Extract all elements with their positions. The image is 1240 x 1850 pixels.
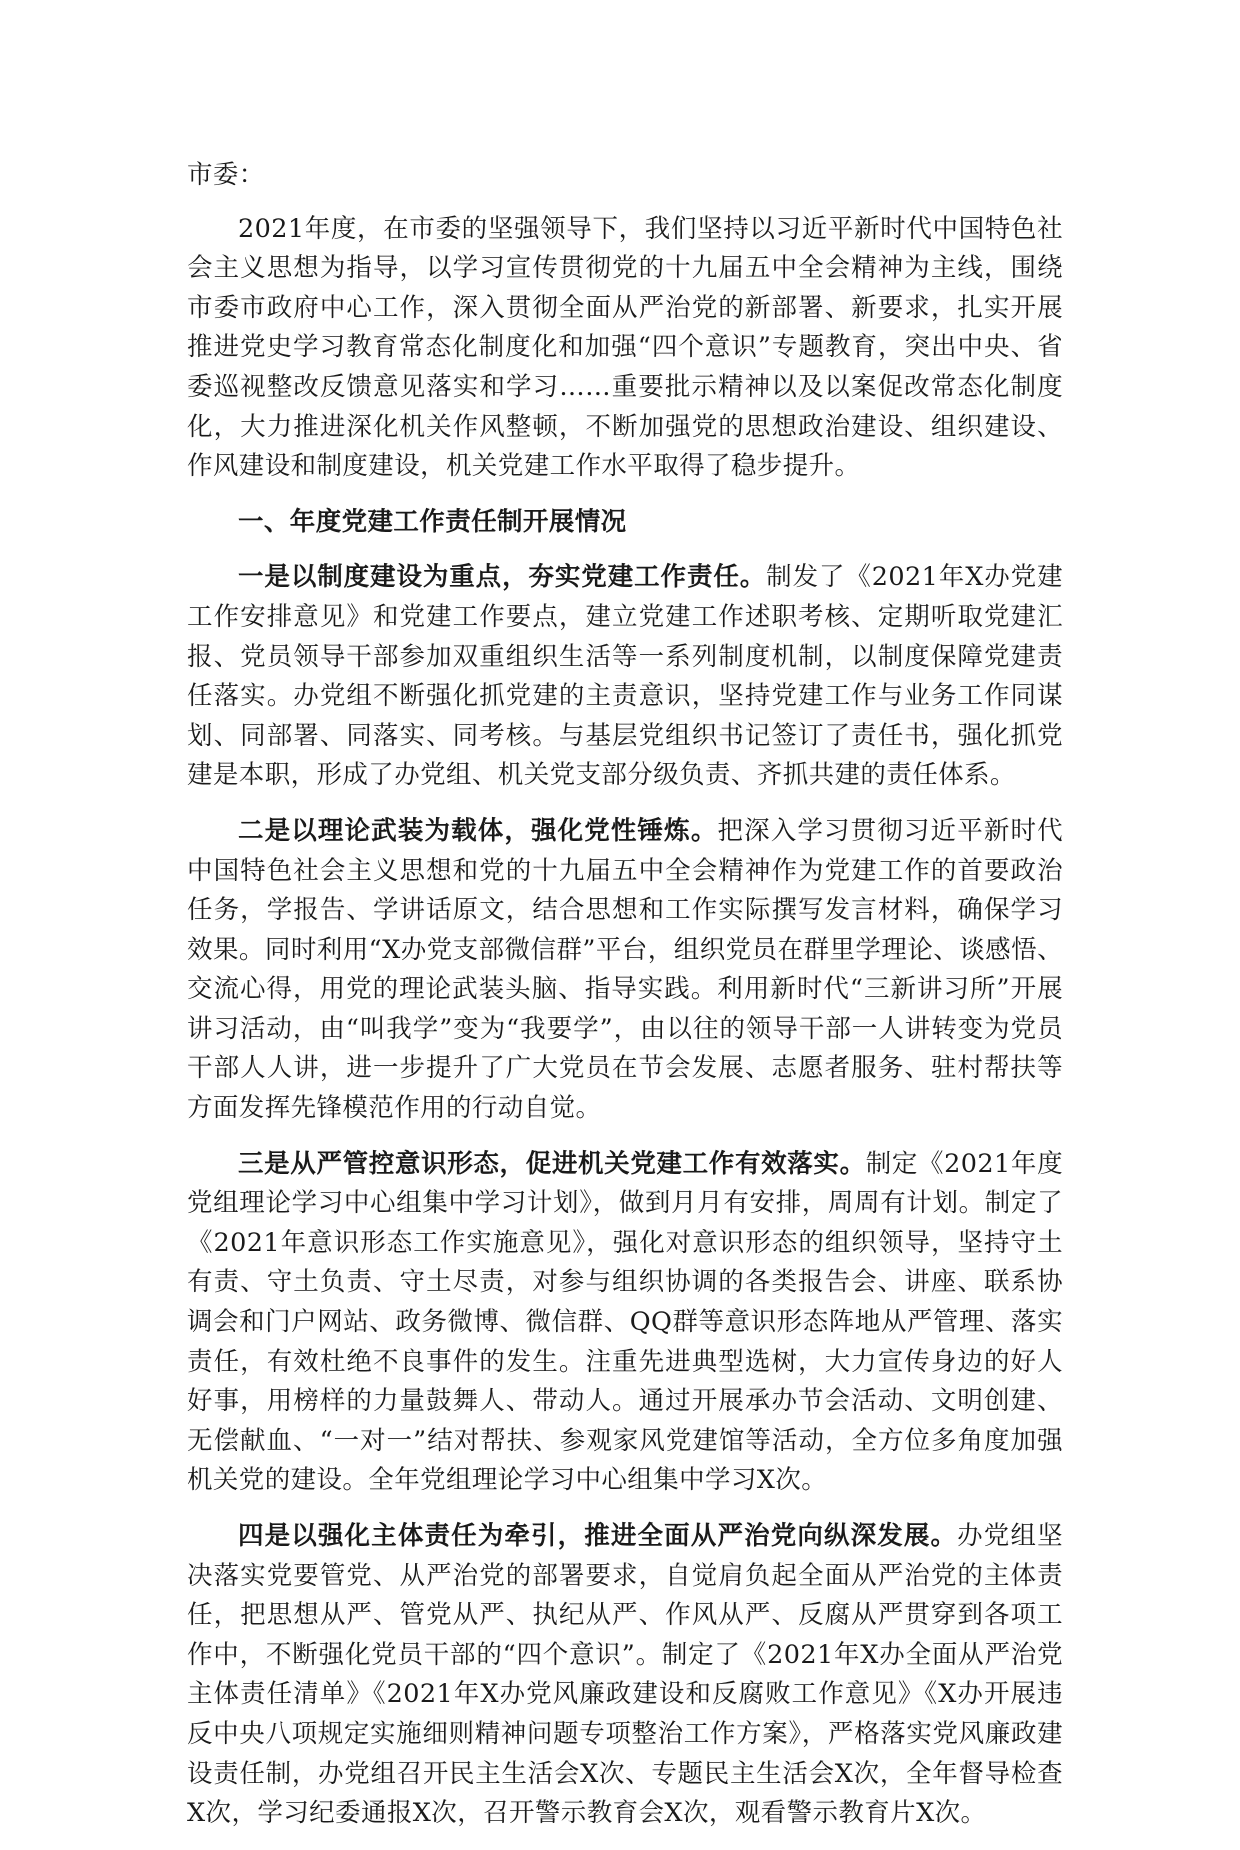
paragraph-3 <box>187 1145 1063 1501</box>
paragraph-1 <box>187 558 1063 796</box>
intro-paragraph: 2021年度，在市委的坚强领导下，我们坚持以习近平新时代中国特色社会主义思想为指导，以学习宣传贯彻党的十九届五中全会精神为主线，围绕市委市政府中心工作，深入贯彻全面从严治党的新部署、新要求，扎实开展推进党史学习教育常态化制度化和加强“四个意识”专题教育，突出中央、省委巡视整改反馈意见落实和学习……重要批示精神以及以案促改常态化制度化，大力推进深化机关作风整顿，不断加强党的思想政治建设、组织建设、作风建设和制度建设，机关党建工作水平取得了稳步提升。 <box>187 213 1063 482</box>
paragraph-1-lead: 一是以制度建设为重点，夯实党建工作责任。 <box>238 562 767 593</box>
paragraph-1-body: 制发了《2021年X办党建工作安排意见》和党建工作要点，建立党建工作述职考核、定期听取党建汇报、党员领导干部参加双重组织生活等一系列制度机制，以制度保障党建责任落实。办党组不断强化抓党建的主责意识，坚持党建工作与业务工作同谋划、同部署、同落实、同考核。与基层党组织书记签订了责任书，强化抓党建是本职，形成了办党组、机关党支部分级负责、齐抓共建的责任体系。 <box>187 562 1063 791</box>
paragraph-2-lead: 二是以理论武装为载体，强化党性锤炼。 <box>238 815 718 846</box>
paragraph-4-body: 办党组坚决落实党要管党、从严治党的部署要求，自觉肩负起全面从严治党的主体责任，把思想从严、管党从严、执纪从严、作风从严、反腐从严贯穿到各项工作中，不断强化党员干部的“四个意识”。制定了《2021年X办全面从严治党主体责任清单》《2021年X办党风廉政建设和反腐败工作意见》《X办开展违反中央八项规定实施细则精神问题专项整治工作方案》，严格落实党风廉政建设责任制，办党组召开民主生活会X次、专题民主生活会X次，全年督导检查X次，学习纪委通报X次，召开警示教育会X次，观看警示教育片X次。 <box>187 1521 1063 1829</box>
section-heading: 一、年度党建工作责任制开展情况 <box>238 506 627 537</box>
paragraph-3-lead: 三是从严管控意识形态，促进机关党建工作有效落实。 <box>238 1148 866 1179</box>
paragraph-2-body: 把深入学习贯彻习近平新时代中国特色社会主义思想和党的十九届五中全会精神作为党建工作的首要政治任务，学报告、学讲话原文，结合思想和工作实际撰写发言材料，确保学习效果。同时利用“X办党支部微信群”平台，组织党员在群里学理论、谈感悟、交流心得，用党的理论武装头脑、指导实践。利用新时代“三新讲习所”开展讲习活动，由“叫我学”变为“我要学”，由以往的领导干部一人讲转变为党员干部人人讲，进一步提升了广大党员在节会发展、志愿者服务、驻村帮扶等方面发挥先锋模范作用的行动自觉。 <box>187 815 1064 1124</box>
paragraph-4-lead: 四是以强化主体责任为牵引，推进全面从严治党向纵深发展。 <box>238 1521 958 1551</box>
paragraph-2 <box>187 812 1063 1129</box>
paragraph-3-body: 制定《2021年度党组理论学习中心组集中学习计划》，做到月月有安排，周周有计划。制定了《2021年意识形态工作实施意见》，强化对意识形态的组织领导，坚持守土有责、守土负责、守土尽责，对参与组织协调的各类报告会、讲座、联系协调会和门户网站、政务微博、微信群、QQ群等意识形态阵地从严管理、落实责任，有效杜绝不良事件的发生。注重先进典型选树，大力宣传身边的好人好事，用榜样的力量鼓舞人、带动人。通过开展承办节会活动、文明创建、无偿献血、“一对一”结对帮扶、参观家风党建馆等活动，全方位多角度加强机关党的建设。全年党组理论学习中心组集中学习X次。 <box>187 1148 1063 1496</box>
paragraph-4 <box>187 1517 1063 1834</box>
salutation: 市委： <box>187 160 265 190</box>
document-page <box>187 156 1063 1850</box>
